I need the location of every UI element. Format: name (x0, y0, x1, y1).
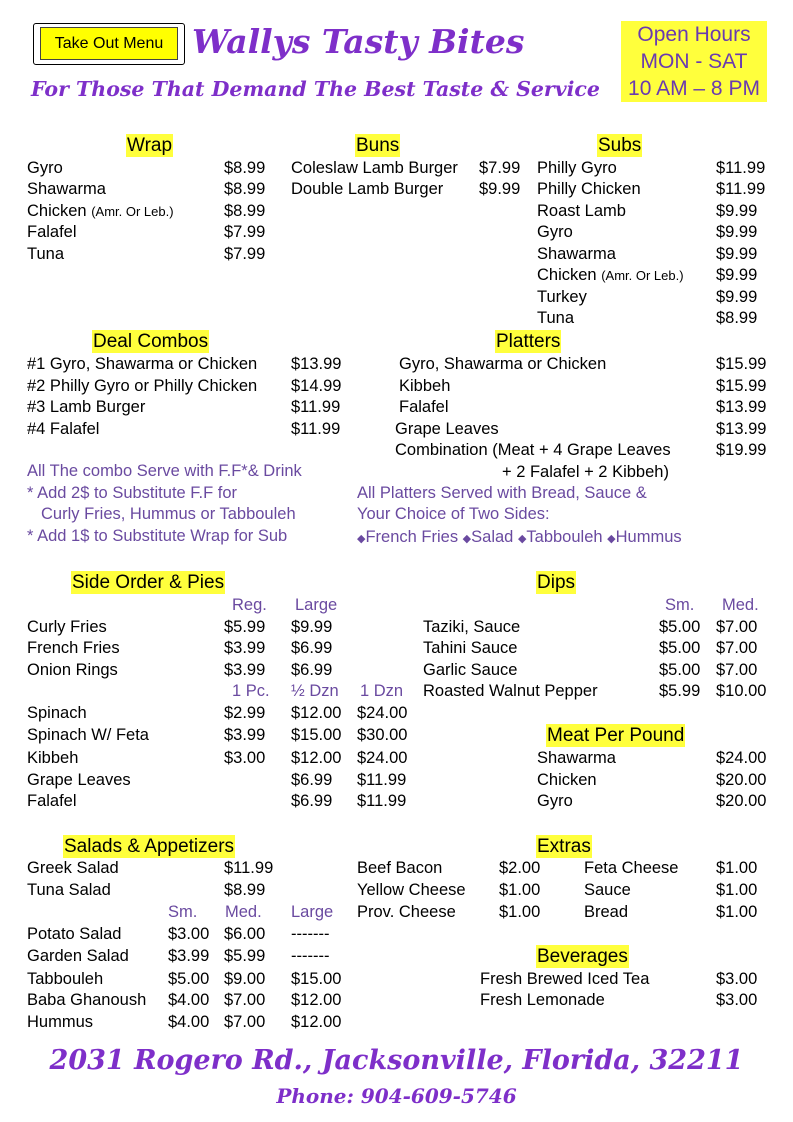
salad-price: $4.00 (168, 991, 210, 1009)
platter-item: Falafel (399, 398, 449, 416)
buns-item: Double Lamb Burger (291, 180, 444, 198)
diamond-bullet-icon: ◆ (607, 533, 616, 545)
wrap-item: Tuna (27, 245, 64, 263)
wrap-item: Gyro (27, 159, 63, 177)
meat-item: Shawarma (537, 749, 616, 767)
platter-note: Your Choice of Two Sides: (357, 505, 550, 523)
dip-price: $5.99 (659, 682, 701, 700)
platter-sides: ◆French Fries ◆Salad ◆Tabbouleh ◆Hummus (357, 528, 682, 546)
salad-col-header: Sm. (168, 903, 198, 921)
platters-heading: Platters (496, 331, 561, 352)
side-col-header: Large (295, 596, 338, 614)
buns-price: $7.99 (479, 159, 521, 177)
subs-price: $9.99 (716, 266, 758, 284)
dip-item: Roasted Walnut Pepper (423, 682, 598, 700)
meat-item: Gyro (537, 792, 573, 810)
deal-note: * Add 1$ to Substitute Wrap for Sub (27, 527, 288, 545)
dip-item: Garlic Sauce (423, 661, 518, 679)
buns-item: Coleslaw Lamb Burger (291, 159, 458, 177)
pie-price: $11.99 (357, 792, 407, 810)
subs-item: Turkey (537, 288, 587, 306)
wrap-price: $7.99 (224, 245, 266, 263)
pie-price: $12.00 (291, 749, 342, 767)
take-out-menu-label: Take Out Menu (40, 27, 178, 60)
beverage-price: $3.00 (716, 991, 758, 1009)
side-col-header: Reg. (232, 596, 267, 614)
platter-note: All Platters Served with Bread, Sauce & (357, 484, 647, 502)
hours-line-2: MON - SAT (640, 50, 748, 73)
deal-item: #1 Gyro, Shawarma or Chicken (27, 355, 258, 373)
salad-price: $12.00 (291, 991, 342, 1009)
subs-item: Chicken (Amr. Or Leb.) (537, 266, 684, 284)
phone-number: Phone: 904-609-5746 (276, 1084, 517, 1108)
deal-note: All The combo Serve with F.F*& Drink (27, 462, 302, 480)
salad-price: $7.00 (224, 1013, 266, 1031)
deal-price: $11.99 (291, 420, 341, 438)
pie-price: $24.00 (357, 749, 408, 767)
salad-price: ------- (291, 947, 330, 965)
deal-item: #2 Philly Gyro or Philly Chicken (27, 377, 258, 395)
salad-item: Tabbouleh (27, 970, 104, 988)
dips-heading: Dips (537, 572, 576, 593)
wrap-item: Chicken (Amr. Or Leb.) (27, 202, 174, 220)
beverages-heading: Beverages (537, 946, 628, 967)
extra-item: Yellow Cheese (357, 881, 466, 899)
address: 2031 Rogero Rd., Jacksonville, Florida, 32211 (49, 1045, 744, 1076)
platter-price: $15.99 (716, 355, 767, 373)
deal-price: $11.99 (291, 398, 341, 416)
dip-price: $5.00 (659, 618, 701, 636)
side-price: $6.99 (291, 661, 333, 679)
platter-combo-line2: + 2 Falafel + 2 Kibbeh) (502, 463, 669, 481)
platter-item: Combination (Meat + 4 Grape Leaves (395, 441, 671, 459)
pie-item: Falafel (27, 792, 77, 810)
platter-price: $13.99 (716, 420, 767, 438)
tagline: For Those That Demand The Best Taste & Service (31, 77, 600, 101)
pie-price: $15.00 (291, 726, 342, 744)
meat-price: $24.00 (716, 749, 767, 767)
subs-item: Philly Chicken (537, 180, 641, 198)
platter-price: $19.99 (716, 441, 767, 459)
extra-price: $1.00 (716, 859, 758, 877)
dip-item: Taziki, Sauce (423, 618, 521, 636)
salad-price: $6.00 (224, 925, 266, 943)
salad-price: $12.00 (291, 1013, 342, 1031)
wrap-price: $8.99 (224, 159, 266, 177)
side-item: Curly Fries (27, 618, 107, 636)
pie-price: $24.00 (357, 704, 408, 722)
extra-item: Feta Cheese (584, 859, 679, 877)
subs-item: Tuna (537, 309, 574, 327)
deal-item: #4 Falafel (27, 420, 100, 438)
side-item: French Fries (27, 639, 120, 657)
buns-heading: Buns (356, 135, 400, 156)
dip-price: $5.00 (659, 661, 701, 679)
subs-price: $11.99 (716, 159, 766, 177)
beverage-item: Fresh Lemonade (480, 991, 605, 1009)
hours-line-3: 10 AM – 8 PM (628, 77, 760, 100)
subs-item: Roast Lamb (537, 202, 626, 220)
pie-price: $11.99 (357, 771, 407, 789)
pie-item: Spinach (27, 704, 87, 722)
salad-item: Hummus (27, 1013, 94, 1031)
pie-item: Grape Leaves (27, 771, 131, 789)
extra-price: $1.00 (716, 881, 758, 899)
platter-item: Kibbeh (399, 377, 451, 395)
subs-heading: Subs (598, 135, 642, 156)
extra-price: $1.00 (499, 881, 541, 899)
salad-item: Potato Salad (27, 925, 122, 943)
side-order-heading: Side Order & Pies (72, 572, 225, 593)
side-col-header: ½ Dzn (291, 682, 339, 700)
platter-item: Gyro, Shawarma or Chicken (399, 355, 607, 373)
salad-item: Tuna Salad (27, 881, 111, 899)
dip-price: $7.00 (716, 618, 758, 636)
salad-price: $8.99 (224, 881, 266, 899)
salad-price: $15.00 (291, 970, 342, 988)
extra-price: $1.00 (499, 903, 541, 921)
salad-item: Greek Salad (27, 859, 119, 877)
subs-price: $9.99 (716, 202, 758, 220)
subs-item: Gyro (537, 223, 573, 241)
deal-note: Curly Fries, Hummus or Tabbouleh (41, 505, 296, 523)
extra-price: $1.00 (716, 903, 758, 921)
subs-price: $8.99 (716, 309, 758, 327)
salad-price: $5.99 (224, 947, 266, 965)
hours-line-1: Open Hours (637, 23, 751, 46)
pie-price: $3.00 (224, 749, 266, 767)
subs-price: $11.99 (716, 180, 766, 198)
deal-combos-heading: Deal Combos (93, 331, 209, 352)
beverage-item: Fresh Brewed Iced Tea (480, 970, 650, 988)
meat-item: Chicken (537, 771, 597, 789)
pie-price: $6.99 (291, 792, 333, 810)
salad-price: $9.00 (224, 970, 266, 988)
salad-price: $4.00 (168, 1013, 210, 1031)
pie-item: Kibbeh (27, 749, 79, 767)
salad-price: ------- (291, 925, 330, 943)
extra-item: Prov. Cheese (357, 903, 456, 921)
dips-col-header: Med. (722, 596, 759, 614)
deal-item: #3 Lamb Burger (27, 398, 146, 416)
subs-price: $9.99 (716, 288, 758, 306)
meat-heading: Meat Per Pound (547, 725, 685, 746)
pie-price: $30.00 (357, 726, 408, 744)
salad-price: $3.00 (168, 925, 210, 943)
meat-price: $20.00 (716, 771, 767, 789)
dip-price: $5.00 (659, 639, 701, 657)
deal-price: $13.99 (291, 355, 342, 373)
salad-price: $11.99 (224, 859, 274, 877)
dip-item: Tahini Sauce (423, 639, 518, 657)
wrap-price: $8.99 (224, 180, 266, 198)
dip-price: $10.00 (716, 682, 767, 700)
side-price: $3.99 (224, 661, 266, 679)
pie-item: Spinach W/ Feta (27, 726, 149, 744)
dip-price: $7.00 (716, 661, 758, 679)
wrap-price: $7.99 (224, 223, 266, 241)
wrap-price: $8.99 (224, 202, 266, 220)
pie-price: $3.99 (224, 726, 266, 744)
platter-price: $15.99 (716, 377, 767, 395)
pie-price: $2.99 (224, 704, 266, 722)
pie-price: $12.00 (291, 704, 342, 722)
subs-price: $9.99 (716, 245, 758, 263)
meat-price: $20.00 (716, 792, 767, 810)
platter-price: $13.99 (716, 398, 767, 416)
side-col-header: 1 Pc. (232, 682, 270, 700)
beverage-price: $3.00 (716, 970, 758, 988)
platter-item: Grape Leaves (395, 420, 499, 438)
extra-item: Bread (584, 903, 629, 921)
take-out-menu-banner (33, 23, 183, 63)
salad-price: $5.00 (168, 970, 210, 988)
salad-item: Baba Ghanoush (27, 991, 147, 1009)
diamond-bullet-icon: ◆ (462, 533, 472, 545)
salad-price: $3.99 (168, 947, 210, 965)
extras-heading: Extras (537, 836, 591, 857)
subs-item: Philly Gyro (537, 159, 617, 177)
salad-price: $7.00 (224, 991, 266, 1009)
salads-heading: Salads & Appetizers (64, 836, 235, 857)
wrap-item: Falafel (27, 223, 77, 241)
salad-col-header: Med. (225, 903, 262, 921)
subs-item: Shawarma (537, 245, 616, 263)
deal-price: $14.99 (291, 377, 342, 395)
diamond-bullet-icon: ◆ (357, 533, 366, 545)
side-col-header: 1 Dzn (360, 682, 404, 700)
buns-price: $9.99 (479, 180, 521, 198)
side-price: $3.99 (224, 639, 266, 657)
extra-price: $2.00 (499, 859, 541, 877)
subs-price: $9.99 (716, 223, 758, 241)
side-price: $5.99 (224, 618, 266, 636)
wrap-item: Shawarma (27, 180, 106, 198)
salad-item: Garden Salad (27, 947, 129, 965)
pie-price: $6.99 (291, 771, 333, 789)
salad-col-header: Large (291, 903, 334, 921)
side-price: $6.99 (291, 639, 333, 657)
dips-col-header: Sm. (665, 596, 695, 614)
side-item: Onion Rings (27, 661, 118, 679)
extra-item: Beef Bacon (357, 859, 443, 877)
extra-item: Sauce (584, 881, 631, 899)
wrap-heading: Wrap (127, 135, 173, 156)
dip-price: $7.00 (716, 639, 758, 657)
deal-note: * Add 2$ to Substitute F.F for (27, 484, 238, 502)
side-price: $9.99 (291, 618, 333, 636)
open-hours-box (621, 21, 767, 102)
diamond-bullet-icon: ◆ (517, 533, 527, 545)
restaurant-title: Wallys Tasty Bites (192, 22, 525, 61)
